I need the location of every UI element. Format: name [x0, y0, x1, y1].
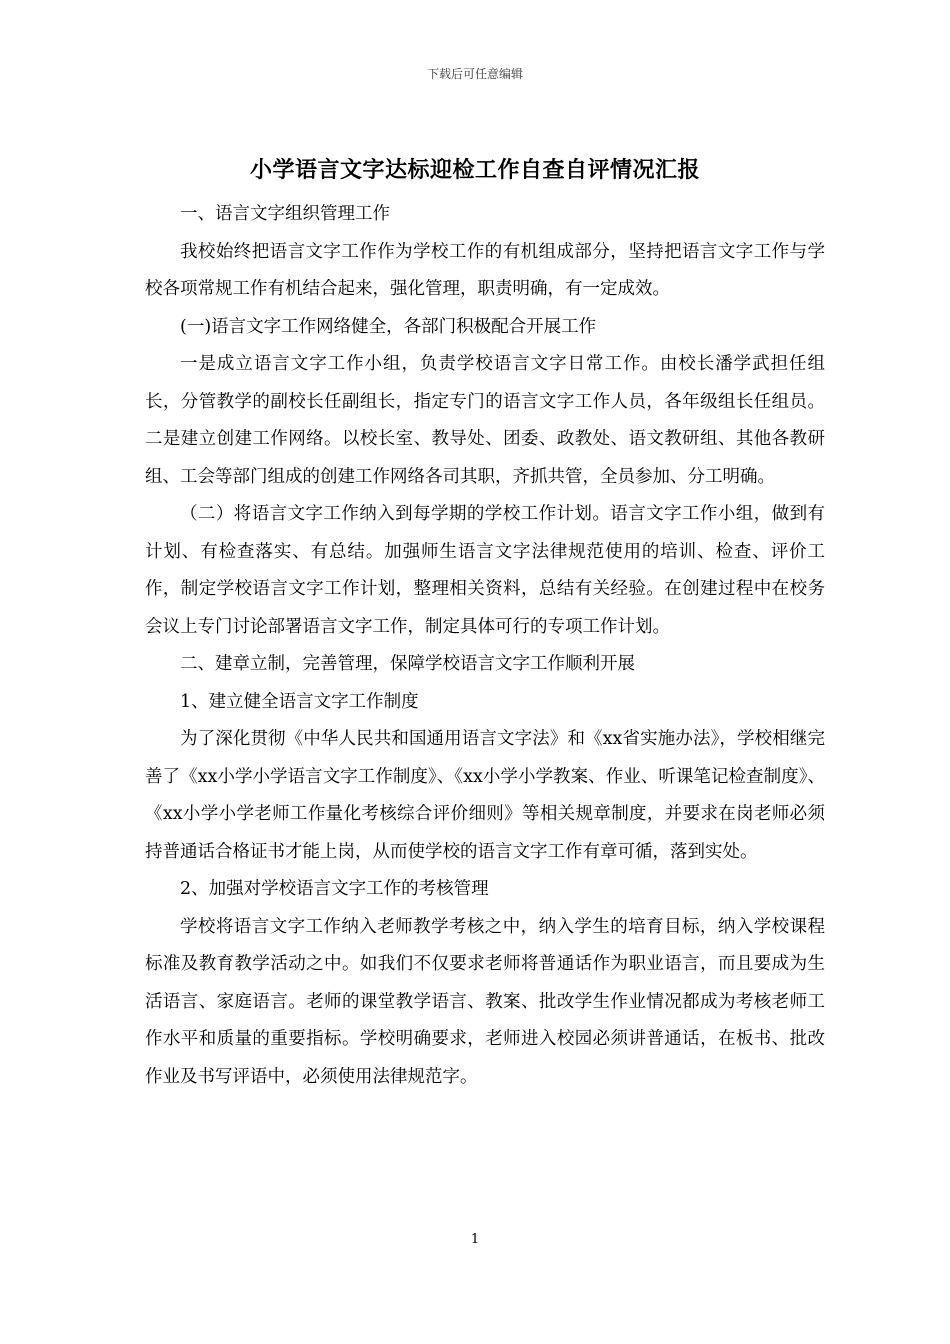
subsection-heading: 1、建立健全语言文字工作制度: [180, 691, 419, 712]
document-body: [145, 196, 825, 1096]
paragraph: 学校将语言文字工作纳入老师教学考核之中，纳入学生的培育目标，纳入学校课程标准及教育教学活动之中。如我们不仅要求老师将普通话作为职业语言，而且要成为生活语言、家庭语言。老师的课堂教学语言、教案、批改学生作业情况都成为考核老师工作水平和质量的重要指标。学校明确要求，老师进入校园必须讲普通话，在板书、批改作业及书写评语中，必须使用法律规范字。: [145, 916, 825, 1087]
section-heading-1: 一、语言文字组织管理工作: [180, 204, 390, 224]
header-note: 下载后可任意编辑: [426, 67, 523, 81]
paragraph: （二）将语言文字工作纳入到每学期的学校工作计划。语言文字工作小组，做到有计划、有检查落实、有总结。加强师生语言文字法律规范使用的培训、检查、评价工作，制定学校语言文字工作计划，整理相关资料，总结有关经验。在创建过程中在校务会议上专门讨论部署语言文字工作，制定具体可行的专项工作计划。: [145, 504, 825, 637]
page-number: 1: [470, 1232, 480, 1247]
paragraph: 我校始终把语言文字工作作为学校工作的有机组成部分，坚持把语言文字工作与学校各项常规工作有机结合起来，强化管理，职责明确，有一定成效。: [145, 241, 825, 299]
subsection-heading: 2、加强对学校语言文字工作的考核管理: [180, 879, 489, 899]
section-heading-2: 二、建章立制，完善管理，保障学校语言文字工作顺利开展: [180, 654, 635, 674]
paragraph: 为了深化贯彻《中华人民共和国通用语言文字法》和《xx省实施办法》，学校相继完善了《xx小学小学语言文字工作制度》、《xx小学小学教案、作业、听课笔记检查制度》、《xx小学小学老师工作量化考核综合评价细则》等相关规章制度，并要求在岗老师必须持普通话合格证书才能上岗，从而使学校的语言文字工作有章可循，落到实处。: [145, 729, 825, 862]
paragraph: 一是成立语言文字工作小组，负责学校语言文字日常工作。由校长潘学武担任组长，分管教学的副校长任副组长，指定专门的语言文字工作人员，各年级组长任组员。二是建立创建工作网络。以校长室、教导处、团委、政教处、语文教研组、其他各教研组、工会等部门组成的创建工作网络各司其职，齐抓共管，全员参加、分工明确。: [145, 354, 825, 487]
document-title: 小学语言文字达标迎检工作自查自评情况汇报: [249, 157, 700, 183]
subsection-heading: (一)语言文字工作网络健全，各部门积极配合开展工作: [180, 316, 597, 337]
